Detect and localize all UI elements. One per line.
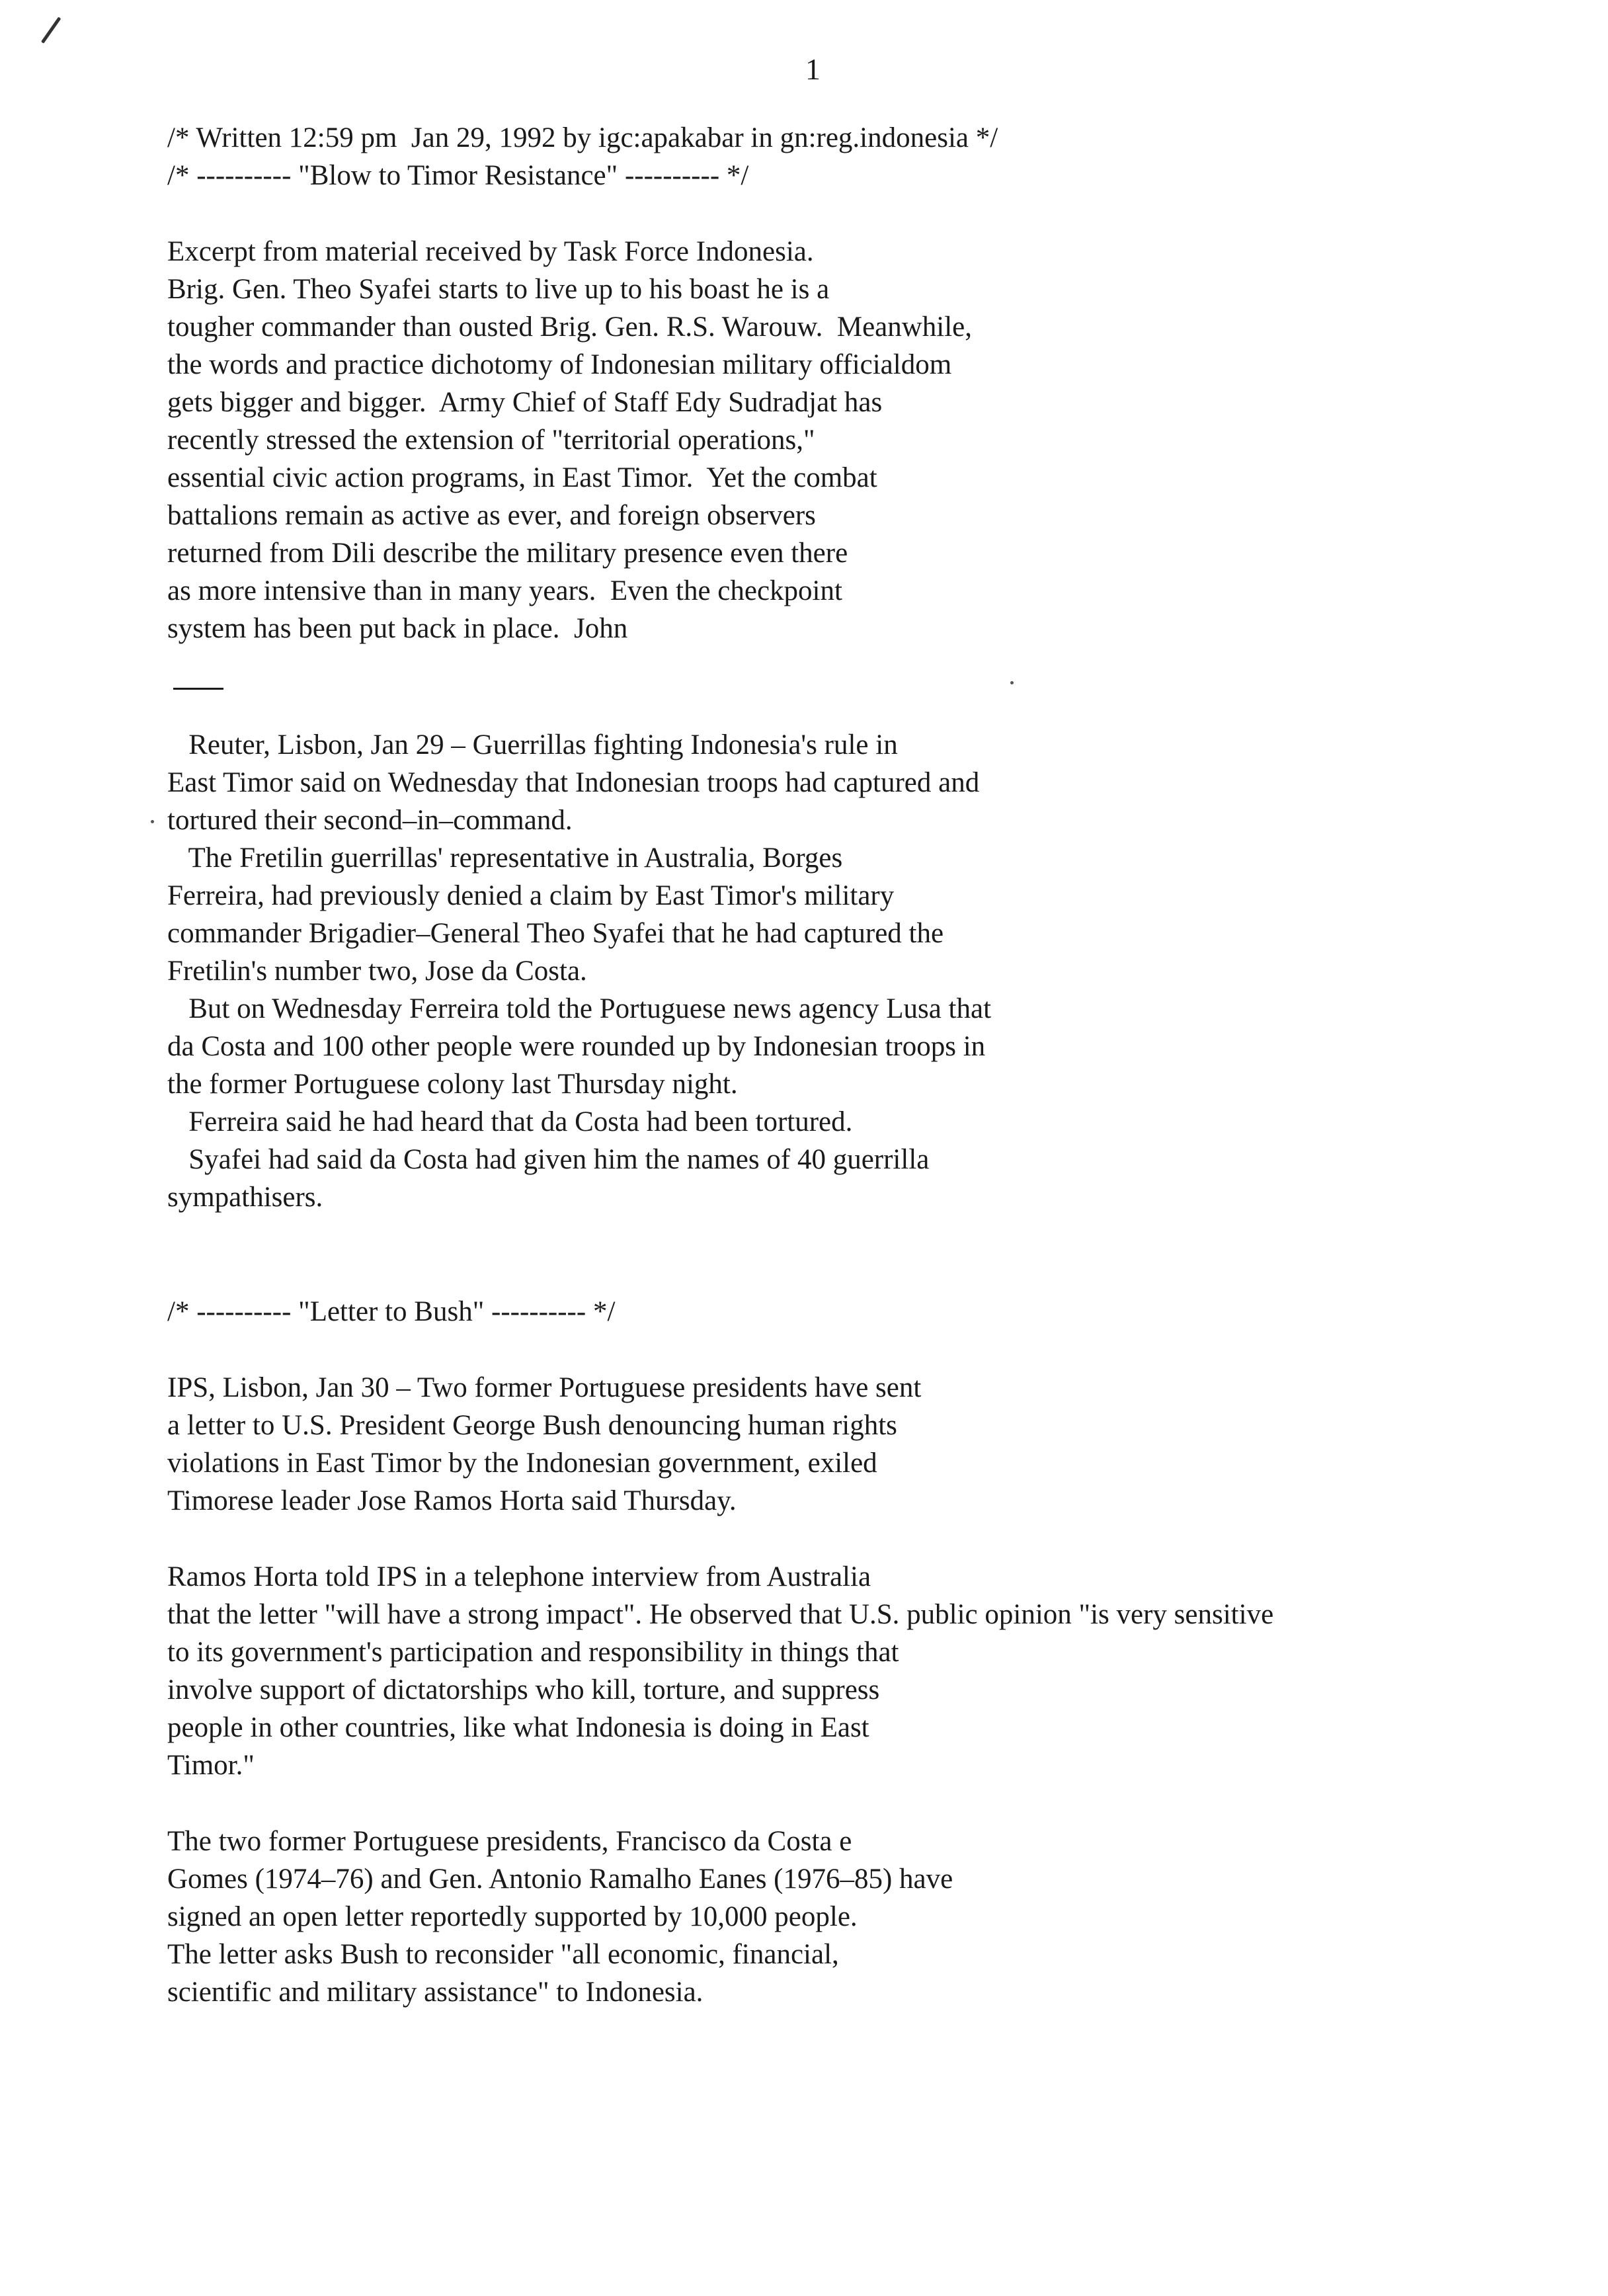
text-line: gets bigger and bigger. Army Chief of Staff Edy Sudradjat has — [167, 387, 883, 418]
section-title-letter-to-bush: /* ---------- "Letter to Bush" ---------- */ — [167, 1296, 616, 1327]
text-line: scientific and military assistance" to Indonesia. — [167, 1977, 704, 2008]
text-line: Ferreira, had previously denied a claim by East Timor's military — [167, 880, 895, 911]
text-line: commander Brigadier–General Theo Syafei that he had captured the — [167, 918, 944, 949]
text-line: The Fretilin guerrillas' representative in Australia, Borges — [167, 842, 843, 874]
text-line: Syafei had said da Costa had given him the names of 40 guerrilla — [167, 1144, 930, 1175]
text-line: the words and practice dichotomy of Indonesian military officialdom — [167, 349, 952, 380]
section-title-blow-to-timor: /* ---------- "Blow to Timor Resistance" ---------- */ — [167, 160, 749, 191]
text-line: Ferreira said he had heard that da Costa had been tortured. — [167, 1106, 853, 1137]
written-line: /* Written 12:59 pm Jan 29, 1992 by igc:apakabar in gn:reg.indonesia */ — [167, 122, 998, 153]
text-line: The two former Portuguese presidents, Francisco da Costa e — [167, 1826, 852, 1857]
text-line: system has been put back in place. John — [167, 613, 628, 644]
text-line: da Costa and 100 other people were rounded up by Indonesian troops in — [167, 1031, 986, 1062]
text-line: Timorese leader Jose Ramos Horta said Thursday. — [167, 1485, 737, 1516]
text-line: signed an open letter reportedly supported by 10,000 people. — [167, 1901, 858, 1932]
text-line: to its government's participation and responsibility in things that — [167, 1637, 899, 1668]
text-line: Fretilin's number two, Jose da Costa. — [167, 956, 587, 987]
text-line: recently stressed the extension of "territorial operations," — [167, 425, 815, 456]
speck — [1010, 681, 1014, 684]
text-line: Timor." — [167, 1750, 255, 1781]
pen-mark — [41, 17, 61, 44]
page-number: 1 — [805, 52, 821, 86]
text-line: returned from Dili describe the military presence even there — [167, 538, 848, 569]
text-line: a letter to U.S. President George Bush denouncing human rights — [167, 1410, 897, 1441]
text-line: But on Wednesday Ferreira told the Portuguese news agency Lusa that — [167, 993, 992, 1024]
text-line: tortured their second–in–command. — [167, 805, 573, 836]
text-line: involve support of dictatorships who kill, torture, and suppress — [167, 1674, 880, 1705]
speck — [151, 820, 154, 823]
text-line: Gomes (1974–76) and Gen. Antonio Ramalho Eanes (1976–85) have — [167, 1864, 953, 1895]
text-line: tougher commander than ousted Brig. Gen. R.S. Warouw. Meanwhile, — [167, 311, 973, 343]
text-line: IPS, Lisbon, Jan 30 – Two former Portuguese presidents have sent — [167, 1372, 922, 1403]
text-line: East Timor said on Wednesday that Indonesian troops had captured and — [167, 767, 980, 798]
text-line: people in other countries, like what Indonesia is doing in East — [167, 1712, 869, 1743]
text-line: Brig. Gen. Theo Syafei starts to live up to his boast he is a — [167, 274, 830, 305]
text-line: Reuter, Lisbon, Jan 29 – Guerrillas fighting Indonesia's rule in — [167, 729, 898, 760]
text-line: that the letter "will have a strong impact". He observed that U.S. public opinion "is very sensitive — [167, 1599, 1274, 1630]
text-line: Ramos Horta told IPS in a telephone interview from Australia — [167, 1561, 871, 1592]
text-line: battalions remain as active as ever, and foreign observers — [167, 500, 816, 531]
text-line: essential civic action programs, in East Timor. Yet the combat — [167, 462, 877, 493]
text-line: as more intensive than in many years. Even the checkpoint — [167, 575, 842, 606]
separator-rule — [173, 688, 223, 690]
text-line: violations in East Timor by the Indonesian government, exiled — [167, 1448, 877, 1479]
text-line: sympathisers. — [167, 1182, 323, 1213]
text-line: The letter asks Bush to reconsider "all economic, financial, — [167, 1939, 839, 1970]
text-line: the former Portuguese colony last Thursday night. — [167, 1069, 738, 1100]
text-line: Excerpt from material received by Task Force Indonesia. — [167, 236, 814, 267]
